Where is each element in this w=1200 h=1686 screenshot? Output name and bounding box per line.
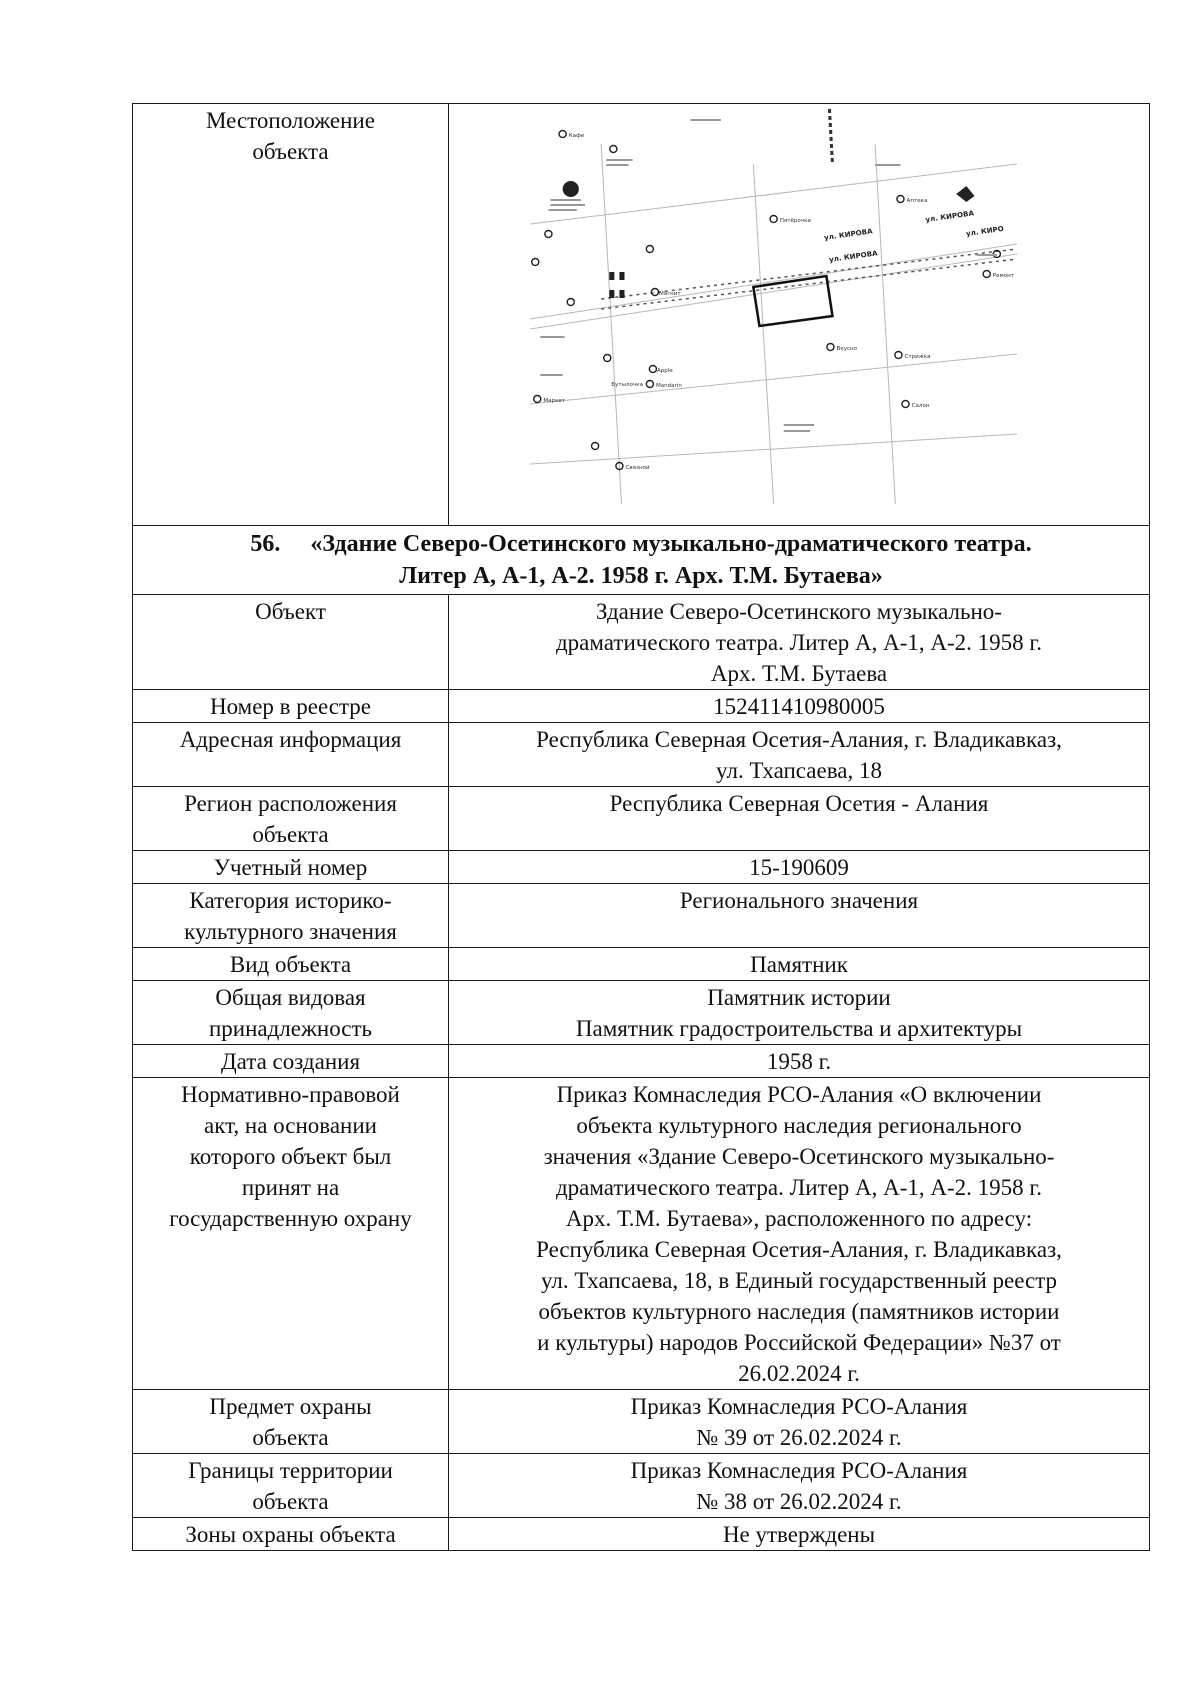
registry-number-label: Номер в реестре [133,690,449,723]
map-street-label: ул. КИРОВА [823,226,874,242]
location-map-cell [449,104,1150,526]
table-row [133,1518,1150,1551]
map-poi-label: Mandarin [655,383,682,389]
region-value: Республика Северная Осетия - Алания [449,787,1150,851]
address-value: Республика Северная Осетия-Алания, г. Владикавказ, ул. Тхапсаева, 18 [449,723,1150,787]
table-row [133,1390,1150,1454]
registry-table [132,103,1150,1551]
table-row [133,851,1150,884]
account-number-label: Учетный номер [133,851,449,884]
table-row [133,787,1150,851]
map-poi-label: Вкусно [836,346,858,352]
map-poi-label: Бутылочка [611,382,644,388]
location-map [449,104,1149,524]
map-poi-label: Связной [625,465,650,471]
map-poi-label: Маркет [543,398,566,404]
address-label: Адресная информация [133,723,449,787]
object-heading [133,526,1150,595]
account-number-value: 15-190609 [449,851,1150,884]
protection-subject-label: Предмет охраны объекта [133,1390,449,1454]
registry-number-value: 152411410980005 [449,690,1150,723]
creation-date-value: 1958 г. [449,1045,1150,1078]
location-row [133,104,1150,526]
legal-act-value: Приказ Комнаследия РСО-Алания «О включении объекта культурного наследия регионального значения «Здание Северо-Осетинского музыкально- драматического театра. Литер А, А-1, А-2. 1958 г. Арх. Т.М. Бутаева», расположенного по адресу: Республика Северная Осетия-Алания, г. Владикавказ, ул. Тхапсаева, 18, в Единый государственный реестр объектов культурного наследия (памятников истории и культуры) народов Российской Федерации» №37 от 26.02.2024 г. [449,1078,1150,1390]
creation-date-label: Дата создания [133,1045,449,1078]
table-row [133,723,1150,787]
object-number: 56. [250,531,281,557]
map-poi-label: Магнит [659,291,681,297]
general-type-label: Общая видовая принадлежность [133,981,449,1045]
table-row [133,981,1150,1045]
map-street-label: ул. КИРО [965,223,1005,238]
protection-subject-value: Приказ Комнаследия РСО-Алания № 39 от 26.02.2024 г. [449,1390,1150,1454]
map-poi-label: Apple [656,368,673,374]
object-title-line2: Литер А, А-1, А-2. 1958 г. Арх. Т.М. Бутаева» [399,563,883,589]
territory-bounds-label: Границы территории объекта [133,1454,449,1518]
table-row [133,1078,1150,1390]
location-map-image [449,104,1149,524]
map-street-label: ул. КИРОВА [924,208,975,224]
table-row [133,690,1150,723]
table-row [133,595,1150,690]
protection-zones-label: Зоны охраны объекта [133,1518,449,1551]
map-poi-label: Пятёрочка [779,218,811,224]
map-poi-label: Ремонт [992,273,1014,279]
location-label: Местоположение объекта [133,104,449,526]
general-type-value: Памятник истории Памятник градостроительства и архитектуры [449,981,1150,1045]
legal-act-label: Нормативно-правовой акт, на основании которого объект был принят на государственную охрану [133,1078,449,1390]
table-row [133,1454,1150,1518]
map-poi-label: Аптека [906,198,928,204]
map-poi-label: Салон [911,403,930,409]
region-label: Регион расположения объекта [133,787,449,851]
category-label: Категория историко- культурного значения [133,884,449,948]
object-heading-row [133,526,1150,595]
object-label: Объект [133,595,449,690]
object-type-value: Памятник [449,948,1150,981]
category-value: Регионального значения [449,884,1150,948]
object-title-line1: «Здание Северо-Осетинского музыкально-драматического театра. [310,531,1032,557]
map-poi-label: Стрижка [904,354,931,360]
map-poi-label: Кафе [568,133,585,139]
object-type-label: Вид объекта [133,948,449,981]
table-row [133,884,1150,948]
table-row [133,948,1150,981]
table-row [133,1045,1150,1078]
territory-bounds-value: Приказ Комнаследия РСО-Алания № 38 от 26.02.2024 г. [449,1454,1150,1518]
map-street-label: ул. КИРОВА [828,248,879,264]
protection-zones-value: Не утверждены [449,1518,1150,1551]
object-value: Здание Северо-Осетинского музыкально- драматического театра. Литер А, А-1, А-2. 1958 г. Арх. Т.М. Бутаева [449,595,1150,690]
